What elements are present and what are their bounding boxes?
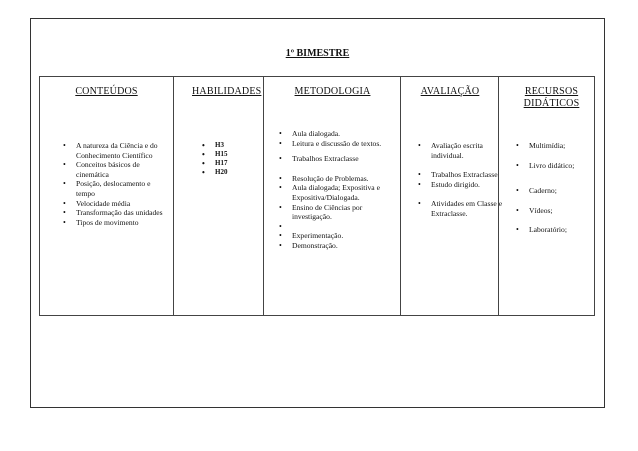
list-item: • H3: [199, 141, 259, 150]
list-recursos: [513, 141, 609, 235]
list-item: • Trabalhos Extraclasse: [276, 154, 396, 164]
column-avaliacao: [400, 77, 503, 315]
list-item: • H20: [199, 168, 259, 177]
list-item: • Aula dialogada; Expositiva e Expositiva/Dialogada.: [276, 183, 396, 202]
list-item: • Caderno;: [513, 186, 609, 196]
column-habilidades: [173, 77, 264, 315]
list-item: • Velocidade média: [60, 199, 165, 209]
list-item: • Laboratório;: [513, 225, 609, 235]
list-item: • Leitura e discussão de textos.: [276, 139, 396, 149]
list-conteudos: [60, 141, 165, 227]
list-item: • Trabalhos Extraclasse: [415, 170, 511, 180]
header-avaliacao: AVALIAÇÃO: [420, 86, 480, 97]
list-item: • A natureza da Ciência e do Conhecimento Científico: [60, 141, 165, 160]
list-metodologia: [276, 129, 396, 251]
header-metodologia: METODOLOGIA: [294, 86, 371, 97]
list-item: • Livro didático;: [513, 161, 609, 171]
list-item: • Transformação das unidades: [60, 208, 165, 218]
list-item: • Resolução de Problemas.: [276, 174, 396, 184]
list-item: [276, 222, 396, 232]
list-item: • Estudo dirigido.: [415, 180, 511, 190]
list-item: • Tipos de movimento: [60, 218, 165, 228]
column-metodologia: [263, 77, 401, 315]
list-avaliacao: [415, 141, 511, 219]
list-item: • Demonstração.: [276, 241, 396, 251]
list-item: • Multimídia;: [513, 141, 609, 151]
column-recursos: [498, 77, 594, 315]
plan-table: [39, 76, 595, 316]
list-item: • Atividades em Classe e Extraclasse.: [415, 199, 511, 218]
list-item: • Posição, deslocamento e tempo: [60, 179, 165, 198]
list-item: • H17: [199, 159, 259, 168]
list-item: • H15: [199, 150, 259, 159]
header-habilidades: HABILIDADES: [192, 86, 262, 97]
list-item: • Avaliação escrita individual.: [415, 141, 511, 160]
list-item: • Experimentação.: [276, 231, 396, 241]
list-item: • Aula dialogada.: [276, 129, 396, 139]
header-recursos: RECURSOS DIDÁTICOS: [523, 86, 580, 109]
page-title: 1º BIMESTRE: [285, 48, 350, 59]
list-item: • Conceitos básicos de cinemática: [60, 160, 165, 179]
list-habilidades: [199, 141, 259, 177]
list-item: • Ensino de Ciências por investigação.: [276, 203, 396, 222]
list-item: • Vídeos;: [513, 206, 609, 216]
document-frame: [30, 18, 605, 408]
column-conteudos: [40, 77, 173, 315]
header-conteudos: CONTEÚDOS: [75, 86, 138, 97]
